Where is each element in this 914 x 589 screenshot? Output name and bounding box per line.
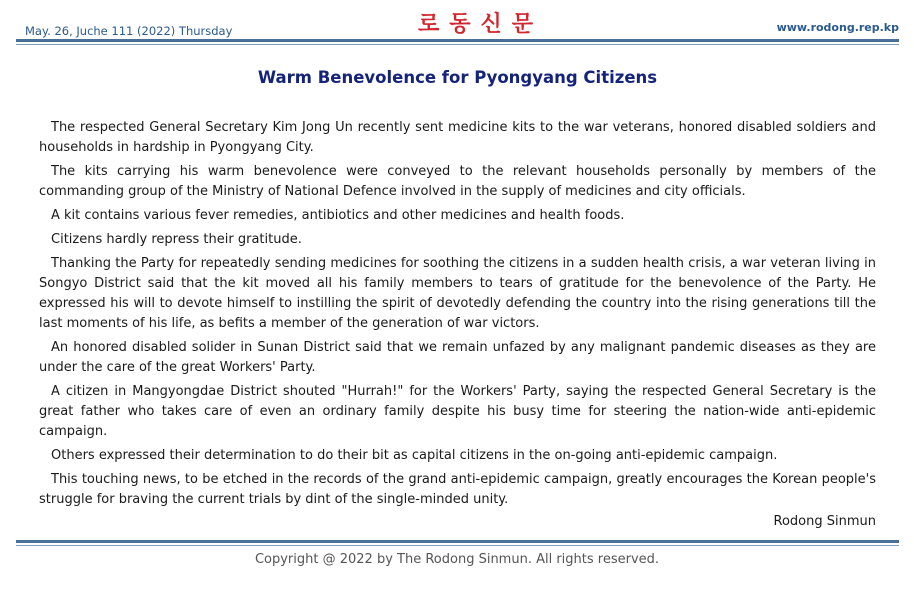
article-paragraph: Citizens hardly repress their gratitude. — [51, 232, 302, 247]
header-divider — [16, 39, 899, 45]
page-header — [16, 0, 899, 44]
article-paragraph: A citizen in Mangyongdae District shouted "Hurrah!" for the Workers' Party, saying the respected General Secretary is the great father who takes care of even an ordinary family despite his busy time for steering the nation-wide anti-epidemic campaign. — [39, 384, 876, 439]
copyright-notice: Copyright @ 2022 by The Rodong Sinmun. All rights reserved. — [254, 552, 660, 567]
article-paragraph: The respected General Secretary Kim Jong Un recently sent medicine kits to the war veterans, honored disabled soldiers and households in hardship in Pyongyang City. — [39, 120, 876, 155]
article-paragraph: The kits carrying his warm benevolence were conveyed to the relevant households personally by members of the commanding group of the Ministry of National Defence involved in the supply of medicines and city officials. — [39, 164, 876, 199]
article-paragraph: An honored disabled solider in Sunan District said that we remain unfazed by any malignant pandemic diseases as they are under the care of the great Workers' Party. — [39, 340, 876, 375]
newspaper-logo[interactable]: 로동신문 — [418, 11, 544, 37]
article-source: Rodong Sinmun — [773, 514, 876, 529]
footer-divider — [16, 540, 899, 546]
article-paragraph: Thanking the Party for repeatedly sending medicines for soothing the citizens in a sudden health crisis, a war veteran living in Songyo District said that the kit moved all his family members to tears of gratitude for the benevolence of the Party. He expressed his will to devote himself to instilling the spirit of devotedly defending the country into the rising generations till the last moments of his life, as befits a member of the generation of war victors. — [39, 256, 876, 331]
article-paragraph: Others expressed their determination to do their bit as capital citizens in the on-going anti-epidemic campaign. — [51, 448, 778, 463]
article-title: Warm Benevolence for Pyongyang Citizens — [257, 68, 658, 87]
article-body — [39, 118, 876, 514]
article-paragraph: A kit contains various fever remedies, antibiotics and other medicines and health foods. — [51, 208, 625, 223]
site-url-link[interactable]: www.rodong.rep.kp — [776, 21, 899, 34]
article-paragraph: This touching news, to be etched in the records of the grand anti-epidemic campaign, greatly encourages the Korean people's struggle for braving the current trials by dint of the single-minded unity. — [39, 472, 876, 507]
issue-date: May. 26, Juche 111 (2022) Thursday — [25, 24, 233, 38]
